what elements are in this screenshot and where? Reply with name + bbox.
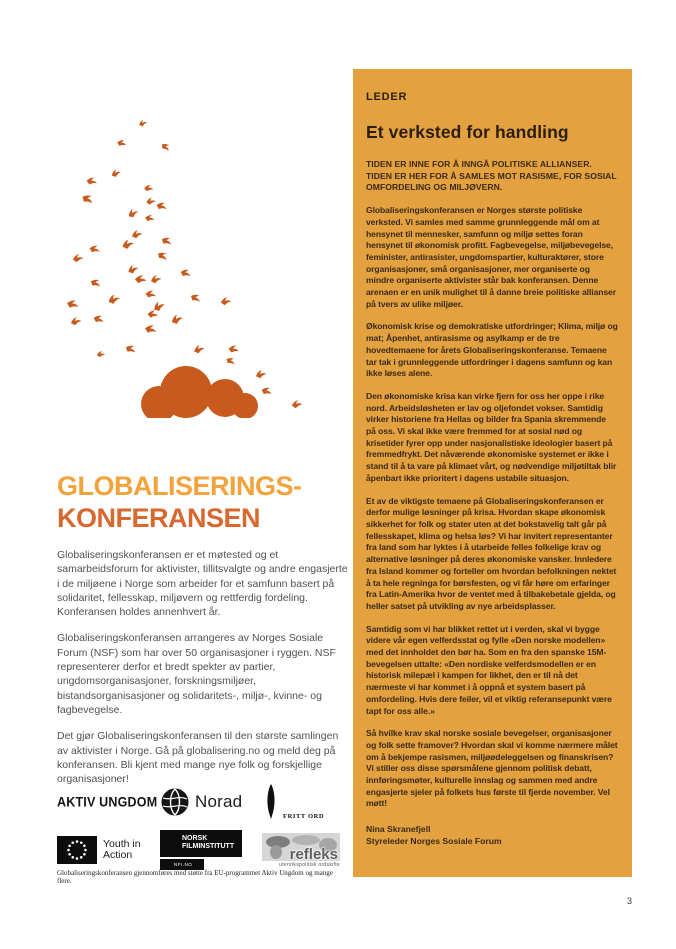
norsk-filminstitutt-logo <box>160 830 262 870</box>
page-title-line2: KONFERANSEN <box>57 503 261 533</box>
footer-note: Globaliseringskonferansen gjennomføres med støtte fra EU-programmet Aktiv Ungdom og mange flere. <box>57 869 333 885</box>
editorial-paragraph: Økonomisk krise og demokratiske utfordringer; Klima, miljø og mat; Åpenhet, antirasisme og asylkamp er de tre hovedtemaene for årets Globaliseringskonferanse. Temaene tar tak i grunnleggende utfordringer i dagens samfunn og kan ikke løses alene. <box>366 321 618 379</box>
left-paragraph: Globaliseringskonferansen arrangeres av Norges Sosiale Forum (NSF) som har over 50 organisasjoner i ryggen. NSF representerer derfor et bredt spekter av partier, ungdomsorganisasjoner, forskningsmiljøer, bistandsorganisasjoner og solidaritets-, miljø-, kvinne- og fagbevegelse. <box>57 632 336 716</box>
editorial-paragraph: Så hvilke krav skal norske sosiale bevegelser, organisasjoner og folk sette framover? Hvordan skal vi komme nærmere målet om å bekjempe rasismen, miljøødeleggelsen og finanskrisen? Vi stiller oss disse spørsmålene gjennom politisk debatt, innføringsmøter, kulturelle innslag og sammen med andre engasjerte sjeler på folkets hus første til fjerde november. Vel møtt! <box>366 728 618 809</box>
editorial-kicker: LEDER <box>366 91 408 103</box>
norsk-filminstitutt-sub-label: NFI.NO <box>160 859 204 870</box>
norad-logo <box>160 787 262 817</box>
norad-label: Norad <box>195 792 243 811</box>
editorial-paragraph: Globaliseringskonferansen er Norges største politiske verksted. Vi samles med samme grunnleggende mål om at hensynet til mennesker, samfunn og miljø settes foran hensynet til økonomisk profitt. Fagbevegelse, miljøbevegelse, feminister, antirasister, ungdomspartier, kulturaktører, store organisasjoner, små organisasjoner, mer organiserte og mindre organiserte aktivister står bak konferansen. Denne arenaen er en unik mulighet til å danne breie politiske allianser på tvers av ulike miljøer. <box>366 205 616 309</box>
editorial-title: Et verksted for handling <box>366 122 569 142</box>
signature-title: Styreleder Norges Sosiale Forum <box>366 835 502 846</box>
youth-in-action-label: Youth in Action <box>103 837 141 861</box>
page-title-line1: GLOBALISERINGS- <box>57 471 302 501</box>
sponsor-logos <box>57 782 353 878</box>
signature-name: Nina Skranefjell <box>366 824 431 835</box>
norad-globe-icon <box>160 787 190 817</box>
editorial-panel <box>353 69 632 877</box>
refleks-sub-label: utenrikspolitisk ordskifte <box>279 861 340 868</box>
intro-text <box>57 548 348 798</box>
fritt-ord-quill-icon <box>262 782 280 822</box>
editorial-paragraph: Samtidig som vi har blikket rettet ut i verden, skal vi bygge videre vår egen velferdsstat og fylle «Den norske modellen» med det innholdet den bør ha. Som en fra den spanske 15M-bevegelsen uttalte: «Den nordiske velferdsmodellen er en historisk milepæl i kampen for likhet, den er til nå det nærmeste vi har kommet i å oppnå et system basert på omfordeling. Hvis dere feiler, vil et viktig referansepunkt være tapt for oss alle.» <box>366 623 612 716</box>
cloud-icon <box>125 366 270 442</box>
refleks-label: refleks <box>289 845 338 861</box>
left-paragraph: Globaliseringskonferansen er et møtested og et samarbeidsforum for aktivister, tillitsvalgte og andre engasjerte i de miljøene i Norge som arbeider for et samfunn basert på solidaritet, fellesskap, miljøvern og rettferdig fordeling. Konferansen holdes annenhvert år. <box>57 549 348 619</box>
aktiv-ungdom-label: AKTIV UNGDOM <box>57 794 158 810</box>
fritt-ord-label: FRITT ORD <box>283 813 325 820</box>
norsk-filminstitutt-label: NORSK FILMINSTITUTT <box>160 830 242 857</box>
page-number: 3 <box>626 896 632 906</box>
logo-row-2 <box>57 830 353 870</box>
left-paragraph: Det gjør Globaliseringskonferansen til den største samlingen av aktivister i Norge. Gå på globalisering.no og meld deg på konferansen. Bli kjent med mange nye folk og forskjellige organisasjoner! <box>57 730 339 786</box>
editorial-lede: TIDEN ER INNE FOR Å INNGÅ POLITISKE ALLIANSER. TIDEN ER HER FOR Å SAMLES MOT RASISME, FOR SOSIAL OMFORDELING OG MILJØVERN. <box>366 159 617 193</box>
refleks-map-icon <box>262 833 340 861</box>
aktiv-ungdom-logo <box>57 795 160 809</box>
bird-flock <box>66 119 303 409</box>
eu-flag-icon <box>57 836 97 864</box>
page-title <box>57 470 357 534</box>
editorial-paragraph: Den økonomiske krisa kan virke fjern for oss her oppe i rike nord. Arbeidsløsheten er lav og oljefondet vokser. Samtidig virker historiene fra Hellas og bilder fra Spania skremmende på oss. Vi skal ikke være fremmed for at sosial nød og krisetider fyrer opp under nasjonalistiske ideologier basert på fremmedfrykt. Det nåværende økonomiske systemet er ikke i stand til å ta vare på klimaet vårt, og nødvendige miljøtiltak blir åpenbart ikke prioritert i dagens ustabile situasjon. <box>366 390 617 483</box>
refleks-logo <box>262 833 353 868</box>
logo-row-1 <box>57 782 353 822</box>
fritt-ord-logo <box>262 782 353 822</box>
signature <box>366 824 618 847</box>
editorial-paragraph: Et av de viktigste temaene på Globaliseringskonferansen er derfor mulige løsninger på krisa. Hvordan skape økonomisk sikkerhet for folk og stater uten at det bokstavelig talt går på fellesskapet, klima og helsa løs? Vi har invitert representanter fra land som har lyktes i å utarbeide felles folkelige krav og alternative løsninger på deres økonomiske vansker. Innledere fra Island kommer og forteller om hvordan befolkningen nektet å ta hele regninga for børsfesten, og vi får høre om erfaringer fra Latin-Amerika hvor de ventet med å tilbakebetale gjelda, og heller satset på utvikling av nye arbeidsplasser. <box>366 495 617 611</box>
youth-in-action-logo <box>57 836 160 864</box>
